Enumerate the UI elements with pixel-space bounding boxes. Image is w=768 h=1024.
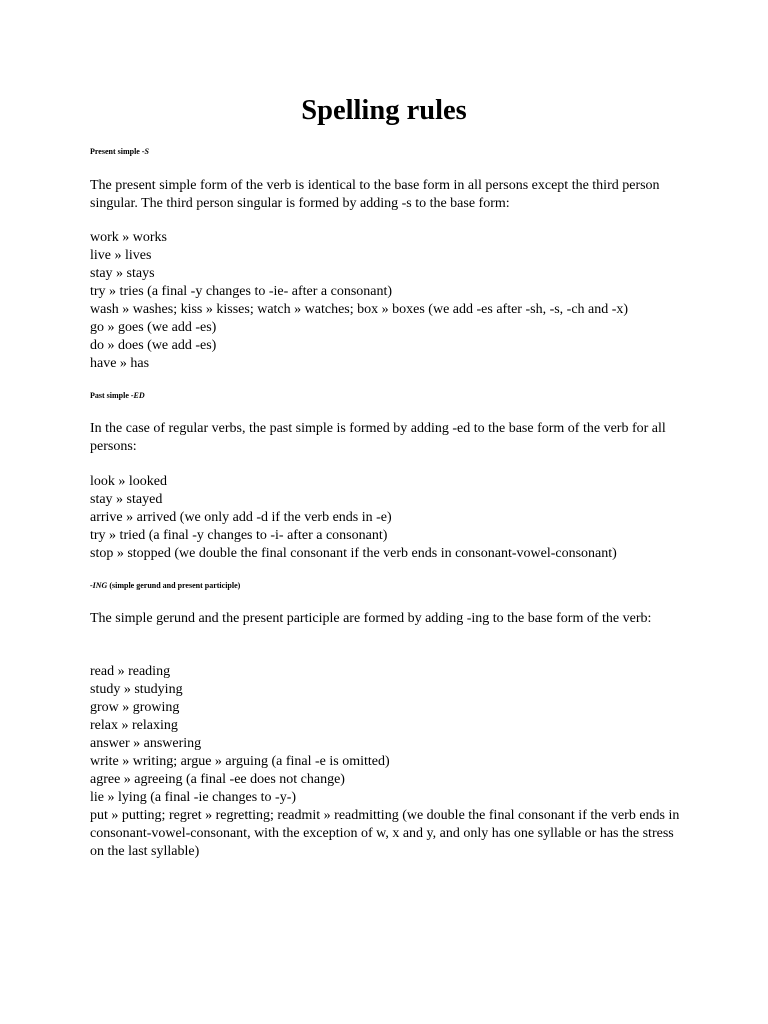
example-line: lie » lying (a final -ie changes to -y-) <box>90 790 297 805</box>
example-line: look » looked <box>90 474 167 489</box>
example-line: wash » washes; kiss » kisses; watch » watches; box » boxes (we add -es after -sh, -s, -ch and -x) <box>90 302 629 317</box>
section-intro-present-simple: The present simple form of the verb is identical to the base form in all persons except the third person singular. The third person singular is formed by adding -s to the base form: <box>90 178 660 211</box>
example-line: write » writing; argue » arguing (a final -e is omitted) <box>90 754 390 769</box>
section-heading-suffix: -S <box>141 147 149 156</box>
section-heading-prefix: -ING <box>90 581 108 590</box>
example-line: answer » answering <box>90 736 202 751</box>
example-line: do » does (we add -es) <box>90 338 217 353</box>
example-line: have » has <box>90 356 150 371</box>
example-line: grow » growing <box>90 700 180 715</box>
page-title: Spelling rules <box>301 95 467 126</box>
example-line: agree » agreeing (a final -ee does not change) <box>90 772 345 787</box>
example-line: live » lives <box>90 248 152 263</box>
example-line-wrapped: put » putting; regret » regretting; readmit » readmitting (we double the final consonant if the verb ends in consonant-vowel-consonant, with the exception of w, x and y, and only has one syllable or has the stress on the last syllable) <box>90 808 680 859</box>
section-heading-ing <box>90 581 240 591</box>
examples-past-simple <box>90 473 617 563</box>
section-heading-suffix: -ED <box>130 391 145 400</box>
example-line: stay » stayed <box>90 492 163 507</box>
example-line: read » reading <box>90 664 171 679</box>
example-line: stay » stays <box>90 266 155 281</box>
section-intro-ing: The simple gerund and the present participle are formed by adding -ing to the base form of the verb: <box>90 611 652 626</box>
section-heading-text: Present simple <box>90 147 142 156</box>
section-heading-text: Past simple <box>90 391 131 400</box>
example-line: try » tried (a final -y changes to -i- after a consonant) <box>90 528 388 543</box>
section-intro-past-simple: In the case of regular verbs, the past simple is formed by adding -ed to the base form of the verb for all persons: <box>90 421 666 454</box>
example-line: stop » stopped (we double the final consonant if the verb ends in consonant-vowel-consonant) <box>90 546 617 561</box>
example-line: relax » relaxing <box>90 718 178 733</box>
section-heading-text: (simple gerund and present participle) <box>107 581 241 590</box>
example-line: arrive » arrived (we only add -d if the verb ends in -e) <box>90 510 392 525</box>
section-heading-past-simple <box>90 391 145 401</box>
example-line: work » works <box>90 230 167 245</box>
example-line: study » studying <box>90 682 183 697</box>
examples-present-simple <box>90 229 628 373</box>
example-line: try » tries (a final -y changes to -ie- after a consonant) <box>90 284 393 299</box>
section-heading-present-simple <box>90 147 149 157</box>
examples-ing <box>90 663 390 807</box>
example-line: go » goes (we add -es) <box>90 320 217 335</box>
